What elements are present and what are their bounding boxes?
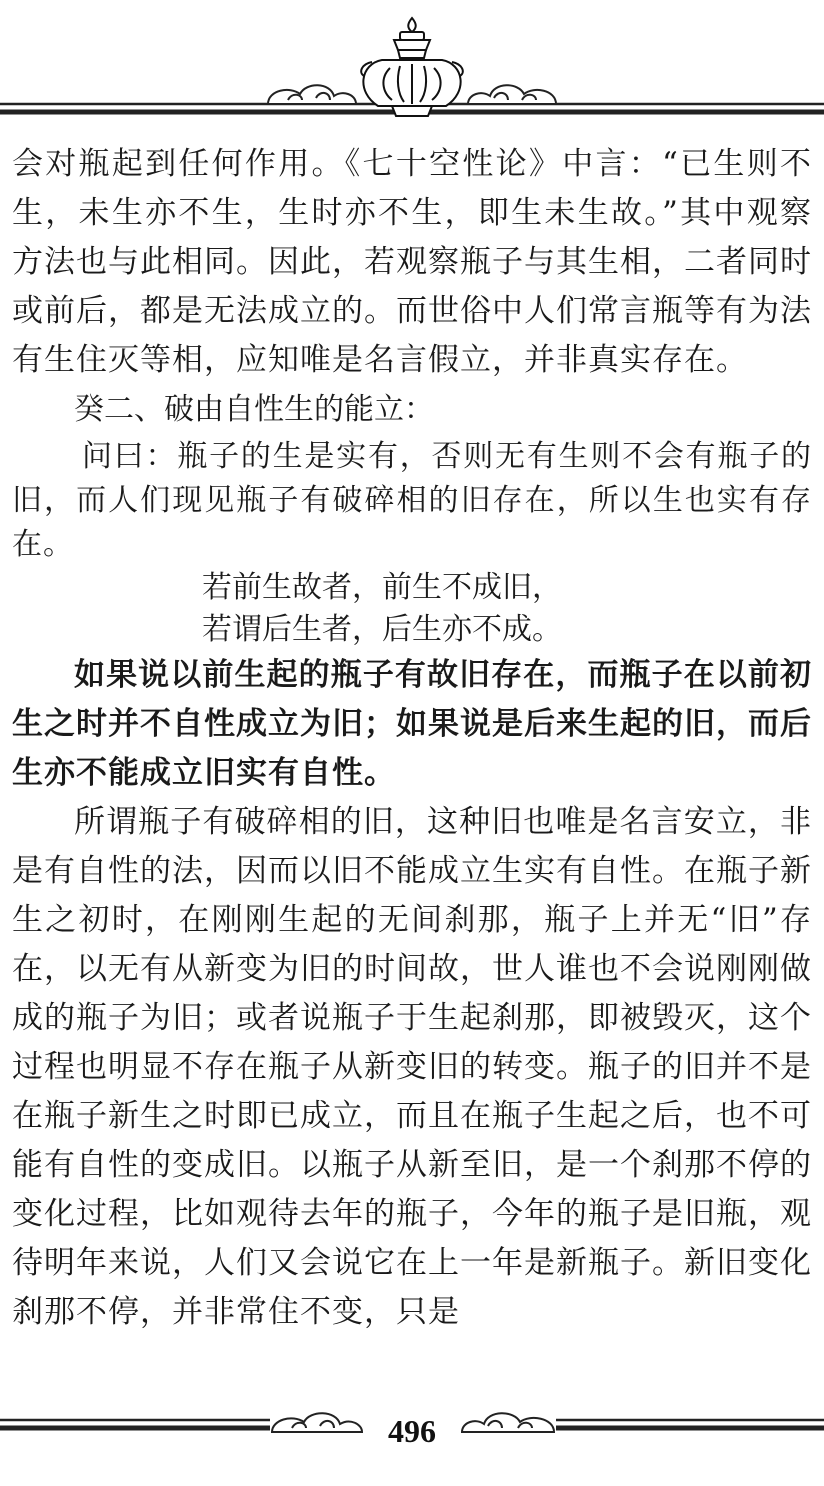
paragraph-continuation: 会对瓶起到任何作用。《七十空性论》中言：“已生则不生，未生亦不生，生时亦不生，即生未生故。”其中观察方法也与此相同。因此，若观察瓶子与其生相，二者同时或前后，都是无法成立的。而世俗中人们常言瓶等有为法有生住灭等相，应知唯是名言假立，并非真实存在。 xyxy=(12,146,812,378)
page-number: 496 xyxy=(388,1413,436,1449)
explanation-paragraph: 所谓瓶子有破碎相的旧，这种旧也唯是名言安立，非是有自性的法，因而以旧不能成立生实有自性。在瓶子新生之初时，在刚刚生起的无间刹那，瓶子上并无“旧”存在，以无有从新变为旧的时间故，世人谁也不会说刚刚做成的瓶子为旧；或者说瓶子于生起刹那，即被毁灭，这个过程也明显不存在瓶子从新变旧的转变。瓶子的旧并不是在瓶子新生之时即已成立，而且在瓶子生起之后，也不可能有自性的变成旧。以瓶子从新至旧，是一个刹那不停的变化过程，比如观待去年的瓶子，今年的瓶子是旧瓶，观待明年来说，人们又会说它在上一年是新瓶子。新旧变化刹那不停，并非常住不变，只是 xyxy=(12,804,812,1330)
treasure-vase-icon xyxy=(361,18,463,116)
question-paragraph: 问曰：瓶子的生是实有，否则无有生则不会有瓶子的旧，而人们现见瓶子有破碎相的旧存在，所以生也实有存在。 xyxy=(12,439,812,562)
cloud-right-icon xyxy=(468,85,556,104)
page-body xyxy=(12,140,812,1337)
verse-line-1: 若前生故者，前生不成旧， xyxy=(202,570,562,605)
verse-line-2: 若谓后生者，后生亦不成。 xyxy=(202,612,562,647)
section-heading: 癸二、破由自性生的能立： xyxy=(74,392,434,427)
header-ornament xyxy=(0,0,824,130)
commentary-paragraph: 如果说以前生起的瓶子有故旧存在，而瓶子在以前初生之时并不自性成立为旧；如果说是后来生起的旧，而后生亦不能成立旧实有自性。 xyxy=(12,657,812,791)
cloud-left-icon xyxy=(268,85,356,104)
